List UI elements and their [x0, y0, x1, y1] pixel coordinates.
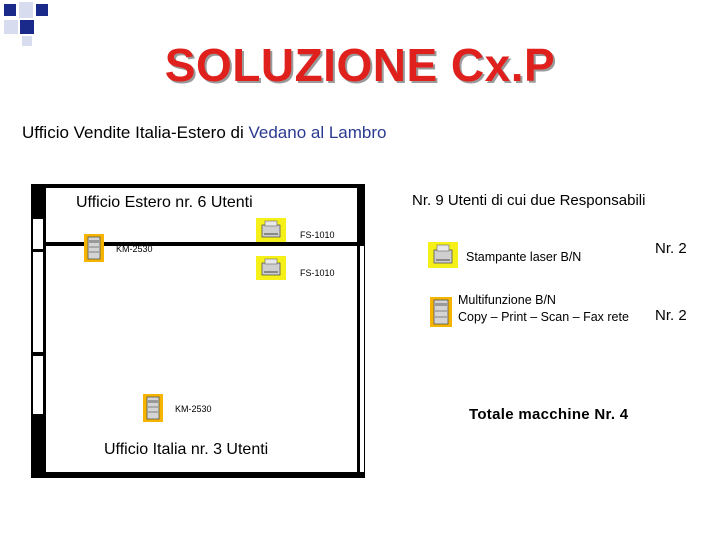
printer-icon: [256, 218, 286, 242]
multifunction-count: Nr. 2: [655, 307, 687, 324]
floor-plan: [31, 184, 365, 478]
fs1010-bottom-label: FS-1010: [300, 268, 335, 278]
subtitle-prefix: Ufficio Vendite Italia-Estero di: [22, 123, 249, 142]
users-header: Nr. 9 Utenti di cui due Responsabili: [412, 192, 646, 209]
fs1010-top-label: FS-1010: [300, 230, 335, 240]
laser-printer-count: Nr. 2: [655, 240, 687, 257]
multifunction-line2: Copy – Print – Scan – Fax rete: [458, 310, 629, 324]
left-strip-3: [33, 356, 43, 414]
multifunction-printer-icon: [143, 394, 163, 422]
laser-printer-label: Stampante laser B/N: [466, 250, 582, 264]
multifunction-line1: Multifunzione B/N: [458, 293, 556, 307]
office-italia-label: Ufficio Italia nr. 3 Utenti: [104, 441, 269, 458]
multifunction-printer-icon: [430, 297, 452, 327]
office-main-area: [46, 246, 357, 472]
left-strip-2: [33, 252, 43, 352]
office-estero-label: Ufficio Estero nr. 6 Utenti: [76, 194, 253, 211]
right-strip: [360, 246, 364, 472]
km2530-top-label: KM-2530: [116, 244, 153, 254]
km2530-bottom-label: KM-2530: [175, 404, 212, 414]
laser-printer-icon: [428, 242, 458, 268]
subtitle: [22, 123, 386, 143]
page-title: SOLUZIONE Cx.P: [164, 39, 556, 91]
left-strip-1: [33, 219, 43, 249]
subtitle-location: Vedano al Lambro: [248, 123, 387, 142]
multifunction-printer-icon: [84, 234, 104, 262]
printer-icon: [256, 256, 286, 280]
total-machines: Totale macchine Nr. 4: [469, 406, 629, 423]
